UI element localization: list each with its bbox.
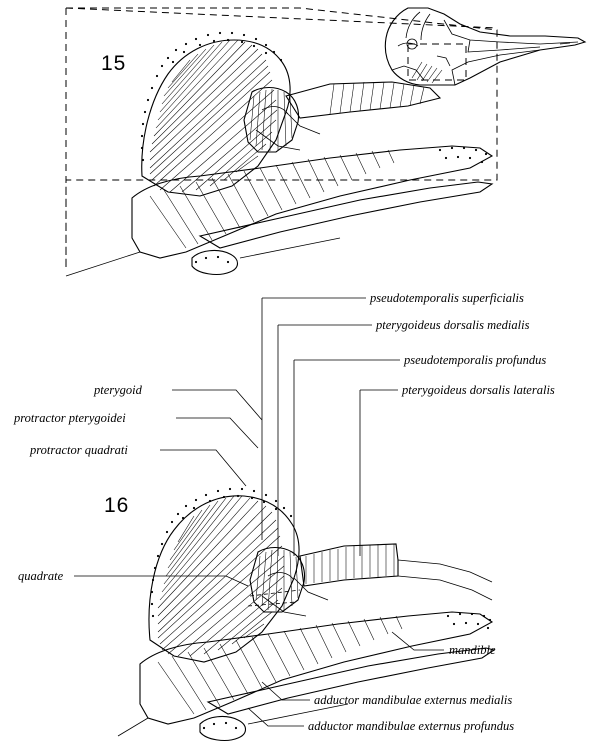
label-quadrate: quadrate	[18, 569, 64, 583]
label-pterygoideus-dorsalis-lateralis: pterygoideus dorsalis lateralis	[402, 383, 555, 397]
leader-pseudotemporalis-profundus	[294, 360, 400, 556]
leader-protractor-quadrati	[160, 450, 246, 486]
leader-protractor-pterygoidei	[176, 418, 258, 448]
head-inset	[385, 8, 585, 85]
label-pterygoid: pterygoid	[94, 383, 142, 397]
leader-adductor-mandibulae-externus-profundus	[248, 708, 304, 726]
label-protractor-quadrati: protractor quadrati	[30, 443, 128, 457]
panel-15-dashed-frame-top	[66, 8, 497, 28]
leader-pterygoideus-dorsalis-lateralis	[360, 390, 398, 556]
panel-15-dashed-frame	[66, 8, 497, 270]
panel-15-number: 15	[101, 52, 127, 75]
label-adductor-mandibulae-externus-medialis: adductor mandibulae externus medialis	[314, 693, 513, 707]
label-pterygoideus-dorsalis-medialis: pterygoideus dorsalis medialis	[376, 318, 530, 332]
label-pseudotemporalis-superficialis: pseudotemporalis superficialis	[370, 291, 524, 305]
label-adductor-mandibulae-externus-profundus: adductor mandibulae externus profundus	[308, 719, 515, 733]
label-protractor-pterygoidei: protractor pterygoidei	[14, 411, 126, 425]
leader-pterygoid	[172, 390, 262, 420]
panel-15-jaw-musculature	[66, 40, 492, 276]
label-pseudotemporalis-profundus: pseudotemporalis profundus	[404, 353, 547, 367]
label-mandible: mandible	[449, 643, 496, 657]
panel-15-artwork	[66, 8, 585, 276]
panel-16-number: 16	[104, 494, 130, 517]
head-inset-detail-box	[408, 44, 466, 80]
leader-quadrate	[74, 576, 248, 586]
